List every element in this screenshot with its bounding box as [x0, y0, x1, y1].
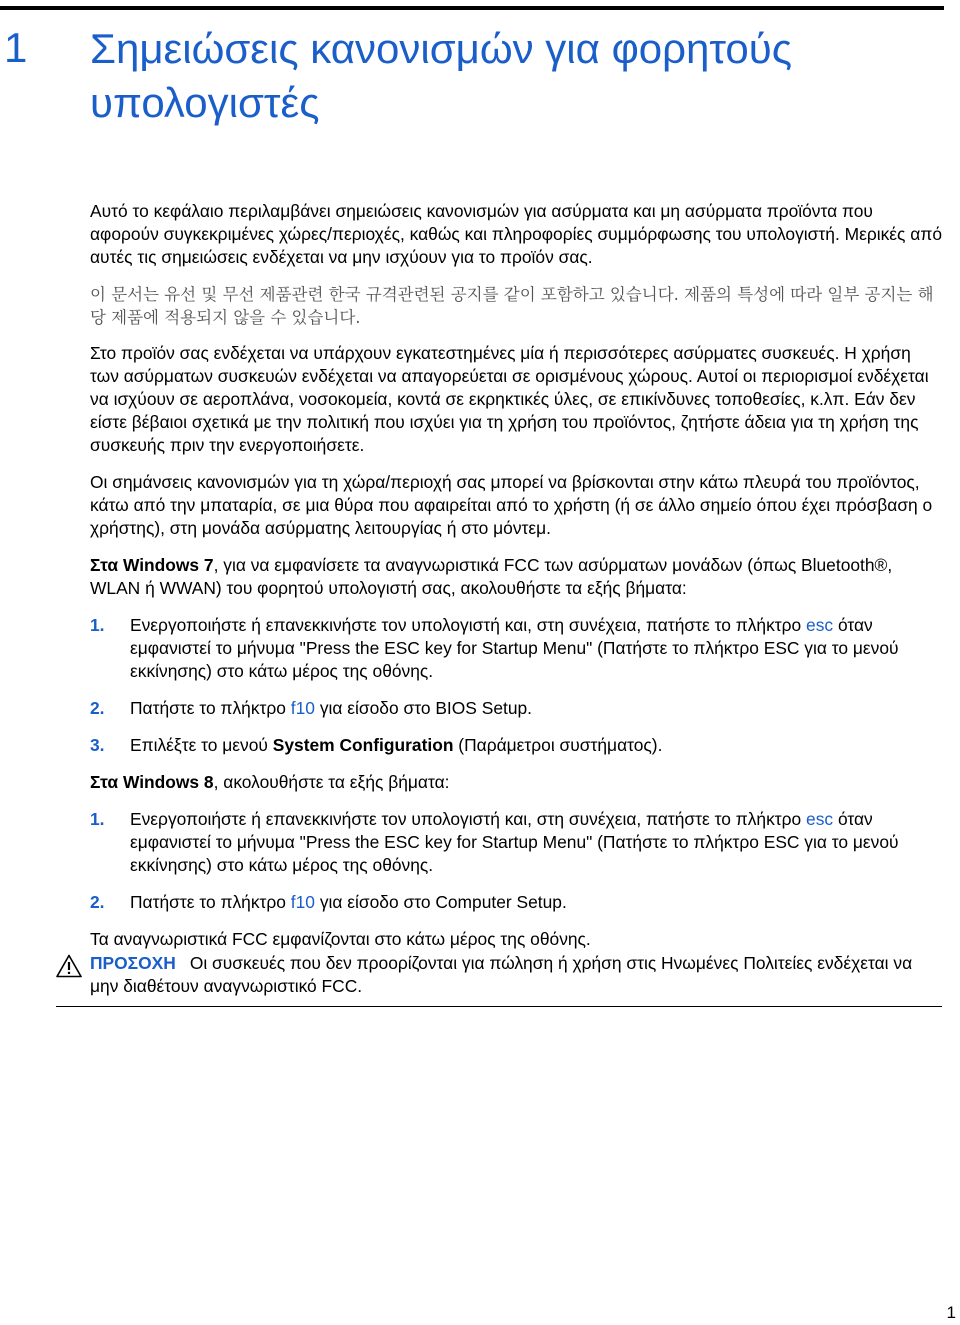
- step-text: Ενεργοποιήστε ή επανεκκινήστε τον υπολογιστή και, στη συνέχεια, πατήστε το πλήκτρο: [130, 809, 807, 829]
- win7-lead-bold: Στα Windows 7: [90, 555, 214, 575]
- step-text: (Παράμετροι συστήματος).: [453, 735, 663, 755]
- step-text: όταν εμφανιστεί το μήνυμα "Press the ESC key for Startup Menu" (Πατήστε το πλήκτρο ESC για το μενού εκκίνησης) στο κάτω μέρος της οθόνης.: [130, 809, 899, 875]
- step-number: 1.: [90, 615, 105, 635]
- win8-lead-bold: Στα Windows 8: [90, 772, 214, 792]
- win7-step-1: [90, 614, 942, 683]
- step-text: για είσοδο στο BIOS Setup.: [314, 698, 532, 718]
- step-text: όταν εμφανιστεί το μήνυμα "Press the ESC key for Startup Menu" (Πατήστε το πλήκτρο ESC για το μενού εκκίνησης) στο κάτω μέρος της οθόνης.: [130, 615, 899, 681]
- top-rule: [0, 6, 944, 10]
- f10-key: f10: [290, 698, 315, 718]
- win8-lead-text: , ακολουθήστε τα εξής βήματα:: [213, 772, 450, 792]
- chapter-number: 1: [4, 24, 28, 71]
- caution-block: [56, 952, 942, 1007]
- step-text: Πατήστε το πλήκτρο: [130, 698, 291, 718]
- esc-key: esc: [806, 615, 834, 635]
- system-configuration-menu: System Configuration: [272, 735, 454, 755]
- step-text: για είσοδο στο Computer Setup.: [314, 892, 567, 912]
- win7-step-3: [90, 734, 942, 757]
- step-number: 1.: [90, 809, 105, 829]
- chapter-content: [90, 200, 942, 965]
- korean-note: 이 문서는 유선 및 무선 제품관련 한국 규격관련된 공지를 같이 포함하고 있습니다. 제품의 특성에 따라 일부 공지는 해당 제품에 적용되지 않을 수 있습니다.: [90, 285, 934, 327]
- step-text: Πατήστε το πλήκτρο: [130, 892, 291, 912]
- win8-steps: [90, 808, 942, 914]
- step-number: 3.: [90, 735, 105, 755]
- esc-key: esc: [806, 809, 834, 829]
- caution-message: Οι συσκευές που δεν προορίζονται για πώληση ή χρήση στις Ηνωμένες Πολιτείες ενδέχεται να μην διαθέτουν αναγνωριστικό FCC.: [90, 953, 913, 996]
- page-number: 1: [946, 1303, 956, 1322]
- f10-key: f10: [290, 892, 315, 912]
- win7-step-2: [90, 697, 942, 720]
- win8-lead: [90, 771, 942, 794]
- fcc-note: Τα αναγνωριστικά FCC εμφανίζονται στο κάτω μέρος της οθόνης.: [90, 929, 591, 949]
- markings-paragraph: Οι σημάνσεις κανονισμών για τη χώρα/περιοχή σας μπορεί να βρίσκονται στην κάτω πλευρά του προϊόντος, κάτω από την μπαταρία, σε μια θύρα που αφαιρείται από το χρήστη (ή σε άλλο σημείο όπου έχει πρόσβαση ο χρήστης), στη μονάδα ασύρματης λειτουργίας ή στο μόντεμ.: [90, 472, 933, 538]
- step-text: Ενεργοποιήστε ή επανεκκινήστε τον υπολογιστή και, στη συνέχεια, πατήστε το πλήκτρο: [130, 615, 807, 635]
- win7-lead-text: , για να εμφανίσετε τα αναγνωριστικά FCC των ασύρματων μονάδων (όπως Bluetooth®, WLAN ή WWAN) του φορητού υπολογιστή σας, ακολουθήστε τα εξής βήματα:: [90, 555, 893, 598]
- step-number: 2.: [90, 698, 105, 718]
- warning-triangle-icon: [56, 954, 82, 978]
- win8-step-2: [90, 891, 942, 914]
- win7-steps: [90, 614, 942, 757]
- caution-label: ΠΡΟΣΟΧΗ: [90, 953, 176, 973]
- step-text: Επιλέξτε το μενού: [130, 735, 273, 755]
- win8-step-1: [90, 808, 942, 877]
- chapter-title: Σημειώσεις κανονισμών για φορητούς υπολογιστές: [90, 25, 792, 126]
- win7-lead: [90, 554, 942, 600]
- step-number: 2.: [90, 892, 105, 912]
- wireless-paragraph: Στο προϊόν σας ενδέχεται να υπάρχουν εγκατεστημένες μία ή περισσότερες ασύρματες συσκευές. Η χρήση των ασύρματων συσκευών ενδέχεται να απαγορεύεται σε ορισμένους χώρους. Αυτοί οι περιορισμοί ενδέχεται να ισχύουν σε αεροπλάνα, νοσοκομεία, κοντά σε εκρηκτικές ύλες, σε επικίνδυνες τοποθεσίες, κ.λπ. Εάν δεν είστε βέβαιοι σχετικά με την πολιτική που ισχύει για τη χρήση του προϊόντος, ζητήστε άδεια για τη χρήση της συσκευής πριν την ενεργοποιήσετε.: [90, 343, 929, 455]
- intro-paragraph: Αυτό το κεφάλαιο περιλαμβάνει σημειώσεις κανονισμών για ασύρματα και μη ασύρματα προϊόντα που αφορούν συγκεκριμένες χώρες/περιοχές, καθώς και πληροφορίες συμμόρφωσης του υπολογιστή. Μερικές από αυτές τις σημειώσεις ενδέχεται να μην ισχύουν για το προϊόν σας.: [90, 201, 942, 267]
- caution-text: [90, 952, 942, 998]
